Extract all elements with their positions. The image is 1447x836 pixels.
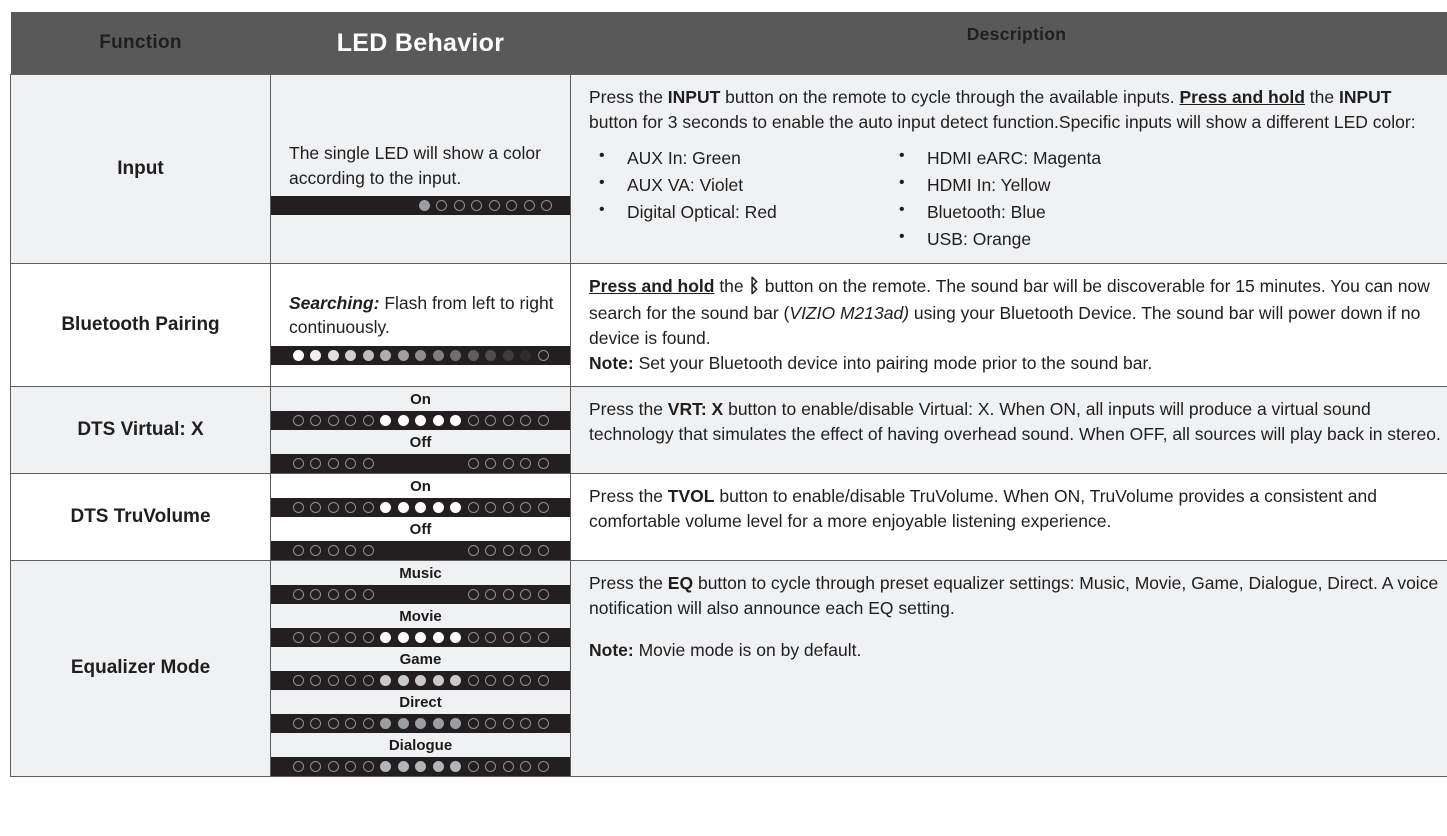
- led-segments: [271, 387, 570, 473]
- led-off: [468, 545, 479, 556]
- led-off: [485, 545, 496, 556]
- led-off: [538, 632, 549, 643]
- led-off: [363, 415, 374, 426]
- led-on: [380, 761, 391, 772]
- desc-text: Press the: [589, 87, 668, 107]
- led-on: [433, 761, 444, 772]
- led-on: [328, 350, 339, 361]
- led-off: [468, 632, 479, 643]
- list-item: • USB: Orange: [889, 226, 1209, 253]
- description-input: [571, 75, 1447, 264]
- led-off: [468, 502, 479, 513]
- led-off: [538, 718, 549, 729]
- desc-bold-eq: EQ: [667, 572, 694, 593]
- led-description-text: [271, 285, 570, 346]
- led-gap: [398, 589, 409, 600]
- table-row: [11, 560, 1447, 776]
- led-on: [419, 200, 430, 211]
- led-gap: [450, 458, 461, 469]
- led-off: [503, 589, 514, 600]
- led-on: [415, 675, 426, 686]
- led-off: [468, 415, 479, 426]
- led-on: [293, 350, 304, 361]
- led-off: [310, 415, 321, 426]
- led-off: [345, 632, 356, 643]
- led-off: [538, 761, 549, 772]
- led-off: [345, 761, 356, 772]
- desc-underline-press-and-hold: Press and hold: [1179, 87, 1305, 107]
- led-bar: [271, 411, 570, 430]
- led-bar-input: [271, 196, 570, 215]
- led-behavior-bluetooth: [271, 264, 571, 387]
- led-off: [363, 718, 374, 729]
- function-name-input: Input: [11, 75, 271, 264]
- led-on: [380, 502, 391, 513]
- led-spacer: [271, 111, 570, 123]
- desc-text: button on the remote to cycle through the available inputs.: [720, 87, 1180, 107]
- led-behavior-dts-truvolume: [271, 473, 571, 560]
- function-name-bluetooth-pairing: Bluetooth Pairing: [11, 264, 271, 387]
- led-off: [454, 200, 465, 211]
- led-group: [293, 502, 549, 513]
- led-off: [520, 632, 531, 643]
- led-off: [293, 632, 304, 643]
- note-text: Movie mode is on by default.: [633, 640, 862, 661]
- led-off: [328, 545, 339, 556]
- led-on: [450, 675, 461, 686]
- led-on: [450, 502, 461, 513]
- led-on: [433, 350, 444, 361]
- led-gap: [380, 545, 391, 556]
- led-state-label: Dialogue: [388, 736, 453, 754]
- led-state-label: Direct: [399, 693, 442, 711]
- led-description-text: The single LED will show a color according to the input.: [289, 143, 541, 188]
- led-behavior-dts-virtual-x: [271, 386, 571, 473]
- led-group: [293, 458, 549, 469]
- led-off: [345, 589, 356, 600]
- led-off: [485, 632, 496, 643]
- led-on: [503, 350, 514, 361]
- led-bar: [271, 757, 570, 776]
- led-off: [485, 761, 496, 772]
- list-item: • HDMI eARC: Magenta: [889, 145, 1209, 172]
- led-on: [380, 350, 391, 361]
- list-item: • Digital Optical: Red: [589, 199, 889, 226]
- led-off: [468, 458, 479, 469]
- led-group: [293, 632, 549, 643]
- led-off: [471, 200, 482, 211]
- led-off: [468, 761, 479, 772]
- led-spacer: [271, 273, 570, 285]
- table-row: [11, 473, 1447, 560]
- column-header-function: Function: [11, 12, 271, 75]
- desc-bold-input: INPUT: [667, 87, 721, 107]
- led-state-label: Game: [399, 650, 442, 668]
- led-group: [419, 200, 553, 211]
- led-on: [433, 502, 444, 513]
- description-dts-virtual-x: [571, 386, 1447, 473]
- led-state-label: Off: [409, 520, 432, 538]
- led-off: [328, 761, 339, 772]
- desc-bold-input-2: INPUT: [1339, 87, 1392, 107]
- led-off: [520, 675, 531, 686]
- led-off: [520, 589, 531, 600]
- led-off: [328, 632, 339, 643]
- led-on: [363, 350, 374, 361]
- description-dts-truvolume: [571, 473, 1447, 560]
- led-on: [450, 415, 461, 426]
- led-off: [310, 589, 321, 600]
- led-off: [503, 502, 514, 513]
- note-label: Note:: [589, 352, 634, 373]
- desc-text: button to enable/disable Virtual: X. When ON, all inputs will produce a virtual sound technology that simulates the effect of having overhead sound. When OFF, all sources will play back in stereo.: [589, 398, 1441, 444]
- led-off: [328, 502, 339, 513]
- led-off: [345, 545, 356, 556]
- desc-text: button for 3 seconds to enable the auto input detect function.Specific inputs will show a different LED color:: [589, 111, 1416, 132]
- led-on: [450, 632, 461, 643]
- led-bar: [271, 541, 570, 560]
- led-off: [503, 761, 514, 772]
- led-on: [398, 502, 409, 513]
- led-off: [328, 718, 339, 729]
- led-group: [293, 589, 549, 600]
- led-off: [538, 502, 549, 513]
- led-on: [415, 350, 426, 361]
- desc-text: using your Bluetooth Device. The sound bar will power down if no device is found.: [589, 303, 1421, 348]
- led-off: [363, 675, 374, 686]
- desc-underline-press-and-hold: Press and hold: [589, 276, 715, 297]
- led-off: [489, 200, 500, 211]
- led-off: [520, 761, 531, 772]
- led-off: [520, 502, 531, 513]
- desc-text: the: [714, 276, 749, 297]
- led-off: [538, 415, 549, 426]
- led-off: [345, 718, 356, 729]
- led-spacer: [271, 99, 570, 111]
- desc-text: button on the remote. The sound bar will be discoverable for 15 minutes. You can now search for the sound bar (: [589, 276, 1430, 324]
- led-state-label: Music: [399, 564, 442, 582]
- led-off: [363, 632, 374, 643]
- table-header-row: [11, 12, 1447, 75]
- led-on: [433, 632, 444, 643]
- led-off: [310, 718, 321, 729]
- led-off: [293, 415, 304, 426]
- led-group: [293, 761, 549, 772]
- led-gap: [398, 458, 409, 469]
- led-state-label: On: [410, 390, 431, 408]
- led-off: [345, 675, 356, 686]
- led-on: [485, 350, 496, 361]
- led-off: [310, 502, 321, 513]
- led-on: [310, 350, 321, 361]
- led-on: [398, 718, 409, 729]
- led-state-label: Movie: [399, 607, 442, 625]
- led-off: [293, 545, 304, 556]
- led-off: [538, 589, 549, 600]
- led-bar: [271, 714, 570, 733]
- led-off: [345, 415, 356, 426]
- led-on: [433, 718, 444, 729]
- led-state-label: Off: [409, 433, 432, 451]
- led-on: [450, 761, 461, 772]
- desc-text: Press the: [589, 572, 668, 593]
- led-group: [293, 350, 549, 361]
- led-on: [520, 350, 531, 361]
- led-off: [538, 350, 549, 361]
- list-item: • AUX In: Green: [589, 145, 889, 172]
- desc-text: Press the: [589, 398, 668, 419]
- led-group: [293, 718, 549, 729]
- led-off: [363, 589, 374, 600]
- led-on: [398, 761, 409, 772]
- led-gap: [433, 589, 444, 600]
- desc-text: button to enable/disable TruVolume. When ON, TruVolume provides a consistent and comfortable volume level for a more enjoyable listening experience.: [589, 485, 1377, 531]
- led-off: [363, 545, 374, 556]
- led-gap: [398, 545, 409, 556]
- led-off: [538, 675, 549, 686]
- led-off: [503, 675, 514, 686]
- led-state-label: On: [410, 477, 431, 495]
- led-off: [538, 545, 549, 556]
- led-cell-inner: [271, 273, 570, 377]
- desc-italic-model: VIZIO M213ad): [789, 303, 910, 324]
- led-off: [345, 502, 356, 513]
- table-row: [11, 264, 1447, 387]
- led-on: [380, 718, 391, 729]
- led-on: [345, 350, 356, 361]
- bullet-list-right: [889, 145, 1209, 254]
- led-off: [293, 675, 304, 686]
- description-bluetooth: [571, 264, 1447, 387]
- led-off: [503, 718, 514, 729]
- led-off: [363, 761, 374, 772]
- led-gap: [415, 458, 426, 469]
- led-off: [520, 718, 531, 729]
- led-on: [433, 675, 444, 686]
- desc-text: button to cycle through preset equalizer settings: Music, Movie, Game, Dialogue, Direct. A voice notification will also announce each EQ setting.: [589, 572, 1439, 618]
- table-header: [11, 12, 1447, 75]
- desc-bold-tvol: TVOL: [667, 485, 715, 506]
- led-off: [363, 458, 374, 469]
- list-item: • HDMI In: Yellow: [889, 172, 1209, 199]
- led-on: [450, 350, 461, 361]
- led-off: [524, 200, 535, 211]
- led-spacer: [271, 215, 570, 227]
- table-row: [11, 75, 1447, 264]
- led-on: [398, 675, 409, 686]
- led-on: [380, 632, 391, 643]
- led-off: [310, 675, 321, 686]
- led-off: [485, 415, 496, 426]
- led-off: [503, 545, 514, 556]
- note-label: Note:: [589, 640, 634, 661]
- function-name-equalizer-mode: Equalizer Mode: [11, 560, 271, 776]
- led-off: [328, 415, 339, 426]
- led-on: [415, 761, 426, 772]
- led-off: [485, 589, 496, 600]
- led-off: [503, 632, 514, 643]
- led-bar: [271, 628, 570, 647]
- led-bar: [271, 585, 570, 604]
- led-behavior-input: [271, 75, 571, 264]
- led-on: [415, 632, 426, 643]
- led-off: [293, 761, 304, 772]
- led-gap: [415, 589, 426, 600]
- note-text: Set your Bluetooth device into pairing mode prior to the sound bar.: [633, 352, 1153, 373]
- led-behavior-equalizer-mode: [271, 560, 571, 776]
- list-item: • Bluetooth: Blue: [889, 199, 1209, 226]
- led-on: [398, 632, 409, 643]
- led-off: [506, 200, 517, 211]
- bullet-list-left: [589, 145, 889, 254]
- led-off: [328, 675, 339, 686]
- led-off: [310, 545, 321, 556]
- led-off: [293, 502, 304, 513]
- led-off: [503, 415, 514, 426]
- table-body: [11, 75, 1447, 777]
- led-off: [485, 718, 496, 729]
- led-on: [450, 718, 461, 729]
- led-behavior-table: [10, 12, 1447, 777]
- led-group: [293, 675, 549, 686]
- function-name-dts-truvolume: DTS TruVolume: [11, 473, 271, 560]
- led-group: [293, 545, 549, 556]
- led-on: [415, 718, 426, 729]
- desc-text: the: [1304, 87, 1339, 107]
- led-cell-inner: [271, 99, 570, 239]
- led-on: [468, 350, 479, 361]
- led-off: [485, 502, 496, 513]
- led-on: [380, 675, 391, 686]
- desc-text: Press the: [589, 485, 668, 506]
- led-on: [415, 502, 426, 513]
- led-on: [398, 415, 409, 426]
- led-bar: [271, 498, 570, 517]
- led-off: [485, 675, 496, 686]
- led-bar: [271, 671, 570, 690]
- led-off: [310, 632, 321, 643]
- led-off: [538, 458, 549, 469]
- led-segments: [271, 474, 570, 560]
- led-off: [310, 761, 321, 772]
- led-off: [485, 458, 496, 469]
- led-off: [436, 200, 447, 211]
- led-on: [433, 415, 444, 426]
- led-group: [293, 415, 549, 426]
- searching-label: Searching:: [289, 292, 380, 313]
- led-off: [328, 589, 339, 600]
- led-gap: [433, 545, 444, 556]
- column-header-description: Description: [571, 12, 1447, 75]
- led-off: [541, 200, 552, 211]
- led-off: [468, 718, 479, 729]
- led-off: [503, 458, 514, 469]
- led-off: [468, 675, 479, 686]
- led-gap: [450, 545, 461, 556]
- led-spacer: [271, 123, 570, 135]
- led-off: [345, 458, 356, 469]
- input-color-bullets: [589, 145, 1444, 254]
- led-off: [520, 415, 531, 426]
- led-off: [520, 545, 531, 556]
- led-off: [328, 458, 339, 469]
- desc-bold-vrtx: VRT: X: [667, 398, 724, 419]
- led-gap: [433, 458, 444, 469]
- led-on: [380, 415, 391, 426]
- led-bar-bluetooth: [271, 346, 570, 365]
- searching-text: Flash from left to right continuously.: [289, 292, 554, 338]
- led-segments: [271, 561, 570, 776]
- led-gap: [450, 589, 461, 600]
- function-name-dts-virtual-x: DTS Virtual: X: [11, 386, 271, 473]
- led-off: [293, 718, 304, 729]
- bluetooth-icon: ᛒ: [748, 276, 760, 298]
- column-header-led-behavior: LED Behavior: [271, 12, 571, 75]
- led-spacer: [271, 365, 570, 377]
- led-on: [415, 415, 426, 426]
- led-off: [468, 589, 479, 600]
- led-gap: [415, 545, 426, 556]
- table-row: [11, 386, 1447, 473]
- led-off: [293, 458, 304, 469]
- description-equalizer-mode: [571, 560, 1447, 776]
- led-on: [398, 350, 409, 361]
- led-gap: [380, 458, 391, 469]
- led-off: [310, 458, 321, 469]
- led-bar: [271, 454, 570, 473]
- led-off: [293, 589, 304, 600]
- led-gap: [380, 589, 391, 600]
- desc-spacer: [589, 620, 1444, 638]
- led-off: [363, 502, 374, 513]
- led-spacer: [271, 227, 570, 239]
- led-off: [520, 458, 531, 469]
- list-item: • AUX VA: Violet: [589, 172, 889, 199]
